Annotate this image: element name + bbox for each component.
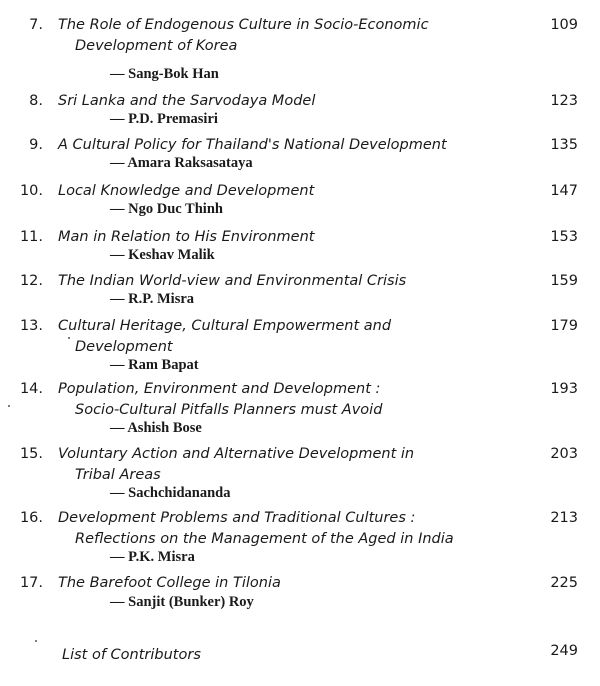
entry-author: — Sang-Bok Han (110, 66, 219, 82)
entry-page-number: 193 (550, 381, 578, 397)
entry-number: 14. (19, 381, 43, 397)
entry-title (58, 316, 498, 358)
entry-title-line: Cultural Heritage, Cultural Empowerment and (58, 318, 392, 334)
entry-title-line: Development (75, 339, 173, 355)
scan-speck (35, 640, 37, 642)
entry-title (58, 444, 498, 486)
entry-page-number: 123 (550, 93, 578, 109)
entry-author: — Sanjit (Bunker) Roy (110, 594, 254, 610)
entry-title (58, 135, 498, 156)
entry-number: 13. (19, 318, 43, 334)
entry-title-line: The Role of Endogenous Culture in Socio-Economic (58, 17, 429, 33)
entry-title-line: The Barefoot College in Tilonia (58, 575, 281, 591)
entry-title (58, 271, 498, 292)
entry-title (58, 379, 498, 421)
entry-title (58, 91, 498, 112)
entry-number: 12. (19, 273, 43, 289)
entry-title-line: Reflections on the Management of the Aged in India (75, 531, 454, 547)
entry-number: 8. (29, 93, 43, 109)
entry-title-line: Socio-Cultural Pitfalls Planners must Avoid (75, 402, 383, 418)
entry-number: 11. (19, 229, 43, 245)
entry-title-line: Tribal Areas (75, 467, 161, 483)
entry-title-line: A Cultural Policy for Thailand's National Development (58, 137, 447, 153)
entry-number: 16. (19, 510, 43, 526)
entry-title (58, 508, 498, 550)
entry-title (58, 573, 498, 594)
entry-author: — P.D. Premasiri (110, 111, 218, 127)
entry-number: 17. (19, 575, 43, 591)
entry-author: — R.P. Misra (110, 291, 195, 307)
entry-page-number: 159 (550, 273, 578, 289)
entry-title (58, 227, 498, 248)
entry-page-number: 213 (550, 510, 578, 526)
entry-title (58, 181, 498, 202)
entry-number: 9. (29, 137, 43, 153)
contributors-page-number: 249 (550, 643, 578, 659)
entry-author: — Sachchidananda (110, 485, 231, 501)
entry-title-line: Voluntary Action and Alternative Development in (58, 446, 415, 462)
entry-author: — Keshav Malik (110, 247, 215, 263)
entry-page-number: 179 (550, 318, 578, 334)
entry-title-line: Population, Environment and Development : (58, 381, 381, 397)
entry-title-line: Local Knowledge and Development (58, 183, 315, 199)
scan-speck (8, 405, 10, 407)
entry-title-line: Development Problems and Traditional Cultures : (58, 510, 416, 526)
entry-title-line: Sri Lanka and the Sarvodaya Model (58, 93, 316, 109)
entry-author: — Ashish Bose (110, 420, 202, 436)
scan-speck (68, 337, 70, 339)
contributors-label (62, 645, 502, 666)
contributors-label-text: List of Contributors (62, 647, 201, 663)
entry-number: 15. (19, 446, 43, 462)
entry-title-line: Man in Relation to His Environment (58, 229, 315, 245)
entry-page-number: 147 (550, 183, 578, 199)
entry-title-line: The Indian World-view and Environmental Crisis (58, 273, 407, 289)
entry-page-number: 109 (550, 17, 578, 33)
entry-page-number: 203 (550, 446, 578, 462)
entry-author: — P.K. Misra (110, 549, 195, 565)
entry-title-line: Development of Korea (75, 38, 238, 54)
entry-author: — Ram Bapat (110, 357, 199, 373)
entry-title (58, 15, 498, 57)
entry-number: 10. (19, 183, 43, 199)
entry-number: 7. (29, 17, 43, 33)
entry-page-number: 225 (550, 575, 578, 591)
entry-page-number: 153 (550, 229, 578, 245)
entry-page-number: 135 (550, 137, 578, 153)
entry-author: — Ngo Duc Thinh (110, 201, 223, 217)
entry-author: — Amara Raksasataya (110, 155, 253, 171)
